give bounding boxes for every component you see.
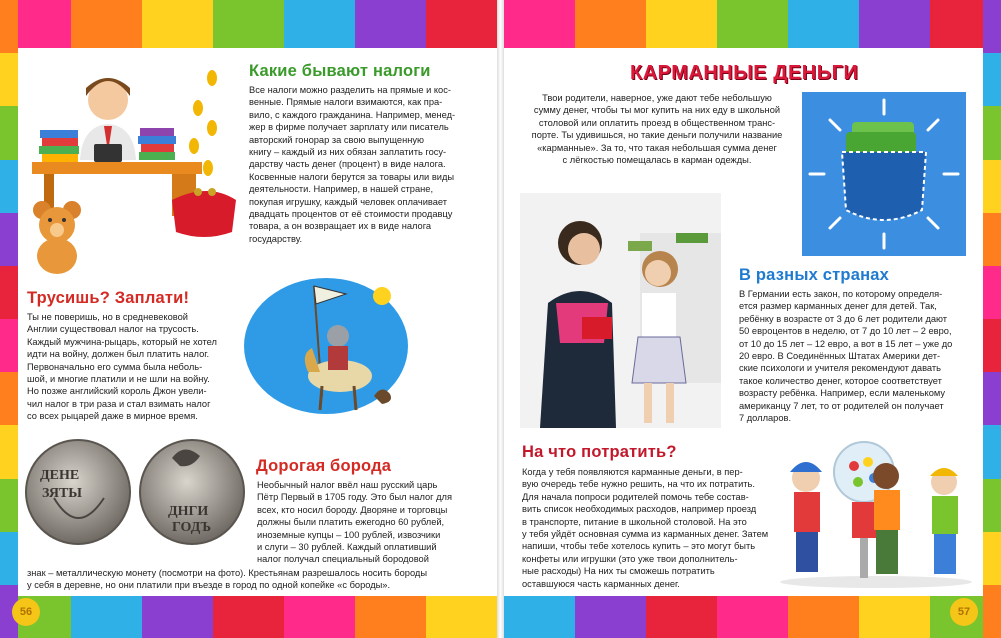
coward-paragraph [27, 311, 217, 423]
text-line: ребёнку в возрасте от 3 до 6 лет родители дают [739, 313, 948, 324]
pocket-money-illustration [802, 92, 966, 256]
text-line: ется размер карманных денег для детей. Так, [739, 301, 937, 312]
page-number-left: 56 [12, 598, 40, 626]
coin-left-inscription-1: ДЕНЕ [40, 468, 80, 483]
border-stripe [859, 596, 930, 638]
border-stripe [646, 596, 717, 638]
border-stripe [71, 596, 142, 638]
businessman-illustration [22, 60, 238, 282]
text-line: напиши, чтобы тебе хотелось купить – это могут быть [522, 541, 756, 552]
text-line: дарству часть денег (процент) в виде налога. [249, 159, 446, 170]
border-stripe [0, 319, 18, 372]
border-stripe [355, 0, 426, 48]
spend-paragraph [522, 466, 768, 590]
text-line: должны были платить ежегодно 60 рублей, [257, 517, 445, 528]
border-stripe [284, 0, 355, 48]
border-stripe [983, 266, 1001, 319]
border-stripe [0, 0, 18, 53]
text-line: со всех рыцарей даже в мирное время. [27, 411, 198, 422]
border-stripe [788, 596, 859, 638]
text-line: ные расходы) На них ты сможешь потратить [522, 566, 715, 577]
banner-title: КАРМАННЫЕ ДЕНЬГИ [630, 62, 859, 84]
border-stripe [575, 0, 646, 48]
text-line: сумму денег, чтобы ты мог купить на них еду в школьной [533, 105, 781, 116]
border-stripe [71, 0, 142, 48]
border-stripe [859, 0, 930, 48]
text-line: Необычный налог ввёл наш русский царь [257, 480, 438, 490]
text-line: конфеты или игрушки (это уже твои дополнитель- [522, 553, 738, 564]
border-stripe [983, 213, 1001, 266]
text-line: у себя в деревне, но они платили при въезде в город по одной копейке «с бороды». [27, 580, 391, 591]
border-stripe [284, 596, 355, 638]
border-stripe [983, 53, 1001, 106]
coin-right-inscription-1: ДНГИ [168, 504, 209, 519]
border-stripe [575, 596, 646, 638]
text-line: иноземные купцы – 100 рублей, извозчики [257, 529, 441, 540]
text-line: в транспорте, питание в школьной столовой. На это [522, 516, 747, 527]
text-line: у тебя уйдёт основная сумма из карманных денег. Затем [522, 529, 769, 540]
border-stripe [0, 160, 18, 213]
border-stripe [355, 596, 426, 638]
border-stripe [0, 479, 18, 532]
text-line: от 10 до 15 лет – 12 евро, а вот в 15 лет – уже до [739, 338, 953, 349]
page-number-right: 57 [950, 598, 978, 626]
text-line: деятельности. Например, в нашей стране, [249, 184, 434, 195]
border-stripe [504, 0, 575, 48]
border-stripe [717, 596, 788, 638]
countries-paragraph [739, 288, 952, 424]
text-line: 7 долларов. [739, 413, 792, 424]
text-line: американцу 7 лет, то от родителей он получает [739, 400, 944, 411]
border-stripe [717, 0, 788, 48]
text-line: налог получал специальный бородовой [257, 554, 429, 565]
text-line: такое количество денег, которое соответствует [739, 375, 942, 386]
text-line: Косвенные налоги берутся за товары или виды [249, 171, 455, 182]
text-line: Твои родители, наверное, уже дают тебе небольшую [542, 93, 772, 103]
text-line: шой, и многие платили и не шли на войну. [27, 374, 210, 385]
text-line: «карманные». За то, что такая небольшая сумма денег [537, 142, 777, 153]
book-spine [497, 0, 504, 638]
bottom-border-stripes [504, 596, 1001, 638]
border-stripe [213, 0, 284, 48]
text-line: Для начала попроси родителей помочь тебе состав- [522, 491, 749, 502]
text-line: всех, кто носил бороду. Дворяне и торговцы [257, 504, 448, 515]
text-line: Но позже английский король Джон увели- [27, 386, 207, 397]
border-stripe [0, 106, 18, 159]
coward-heading: Трусишь? Заплати! [27, 289, 190, 307]
border-stripe [504, 596, 575, 638]
text-line: 20 евро. В Соединённых Штатах Америки дет- [739, 351, 941, 362]
text-line: оставшуюся часть карманных денег. [522, 578, 680, 589]
border-stripe [983, 372, 1001, 425]
text-line: В Германии есть закон, по которому определя- [739, 289, 943, 299]
border-stripe [983, 532, 1001, 585]
border-stripe [0, 425, 18, 478]
beard-paragraph [257, 479, 452, 566]
text-line: Когда у тебя появляются карманные деньги, в пер- [522, 467, 743, 477]
left-border-stripes [0, 0, 18, 638]
text-line: вую очередь тебе нужно решить, на что их потратить. [522, 479, 755, 490]
beard-heading: Дорогая борода [256, 457, 392, 475]
border-stripe [0, 53, 18, 106]
border-stripe [983, 160, 1001, 213]
coin-right-inscription-2: ГОДЪ [172, 520, 212, 535]
text-line: товара, а он возвращает их в виде налога [249, 221, 432, 232]
text-line: идти на войну, должен был платить налог. [27, 349, 210, 360]
text-line: с лёгкостью помещалась в карман одежды. [562, 155, 752, 166]
text-line: авторский гонорар за свою выпущенную [249, 134, 424, 145]
text-line: венные. Прямые налоги взимаются, как пра- [249, 97, 443, 108]
text-line: знак – металлическую монету (посмотри на фото). Крестьянам разрешалось носить бороды [27, 568, 428, 578]
border-stripe [983, 0, 1001, 53]
text-line: Все налоги можно разделить на прямые и кос- [249, 85, 451, 95]
text-line: Ты не поверишь, но в средневековой [27, 312, 188, 322]
text-line: 50 евроцентов в неделю, от 7 до 10 лет – 2 евро, [739, 326, 952, 337]
spend-heading: На что потратить? [522, 443, 677, 461]
coin-left-inscription-2: ЗЯТЫ [42, 486, 83, 501]
text-line: чил налог в три раза и стал взимать налог [27, 398, 211, 409]
border-stripe [983, 479, 1001, 532]
taxes-paragraph [249, 84, 455, 245]
text-line: и слуги – 30 рублей. Каждый оплативший [257, 542, 437, 553]
text-line: покупая игрушку, каждый человек оплачивает [249, 196, 448, 207]
border-stripe [0, 532, 18, 585]
border-stripe [983, 319, 1001, 372]
text-line: Пётр Первый в 1705 году. Это был налог для [257, 492, 452, 503]
text-line: Англии существовал налог на трусость. [27, 324, 199, 335]
border-stripe [0, 266, 18, 319]
text-line: Каждый мужчина-рыцарь, который не хотел [27, 336, 217, 347]
text-line: жер в фирме получает зарплату или писатель [249, 122, 449, 133]
text-line: государству. [249, 233, 303, 244]
taxes-heading: Какие бывают налоги [249, 62, 431, 80]
border-stripe [426, 0, 497, 48]
text-line: вить список необходимых расходов, например проезд [522, 504, 757, 515]
kids-candy-illustration [776, 432, 976, 590]
mother-daughter-photo [520, 193, 721, 428]
border-stripe [426, 596, 497, 638]
border-stripe [788, 0, 859, 48]
border-stripe [142, 596, 213, 638]
border-stripe [0, 372, 18, 425]
text-line: книгу – каждый из них обязан заплатить госу- [249, 147, 447, 158]
text-line: возрасту ребёнка. Например, если маленькому [739, 388, 946, 399]
border-stripe [646, 0, 717, 48]
text-line: Первоначально его сумма была неболь- [27, 361, 203, 372]
border-stripe [983, 106, 1001, 159]
pocket-money-intro [522, 92, 792, 166]
border-stripe [213, 596, 284, 638]
knight-illustration [242, 276, 410, 416]
beard-paragraph-continued [27, 567, 427, 592]
border-stripe [983, 425, 1001, 478]
border-stripe [983, 585, 1001, 638]
top-border-stripes [504, 0, 1001, 48]
border-stripe [142, 0, 213, 48]
right-border-stripes [983, 0, 1001, 638]
text-line: вило, с каждого гражданина. Например, менед- [249, 109, 456, 120]
text-line: столовой или оплатить проезд в общественном транс- [538, 117, 776, 128]
border-stripe [0, 213, 18, 266]
countries-heading: В разных странах [739, 266, 890, 284]
text-line: двадцать процентов от её стоимости продавцу [249, 209, 453, 220]
bottom-border-stripes [0, 596, 497, 638]
top-border-stripes [0, 0, 497, 48]
text-line: ские психологи и учителя рекомендуют давать [739, 363, 941, 374]
text-line: порте. Ты удивишься, но такие деньги получили название [531, 130, 783, 141]
